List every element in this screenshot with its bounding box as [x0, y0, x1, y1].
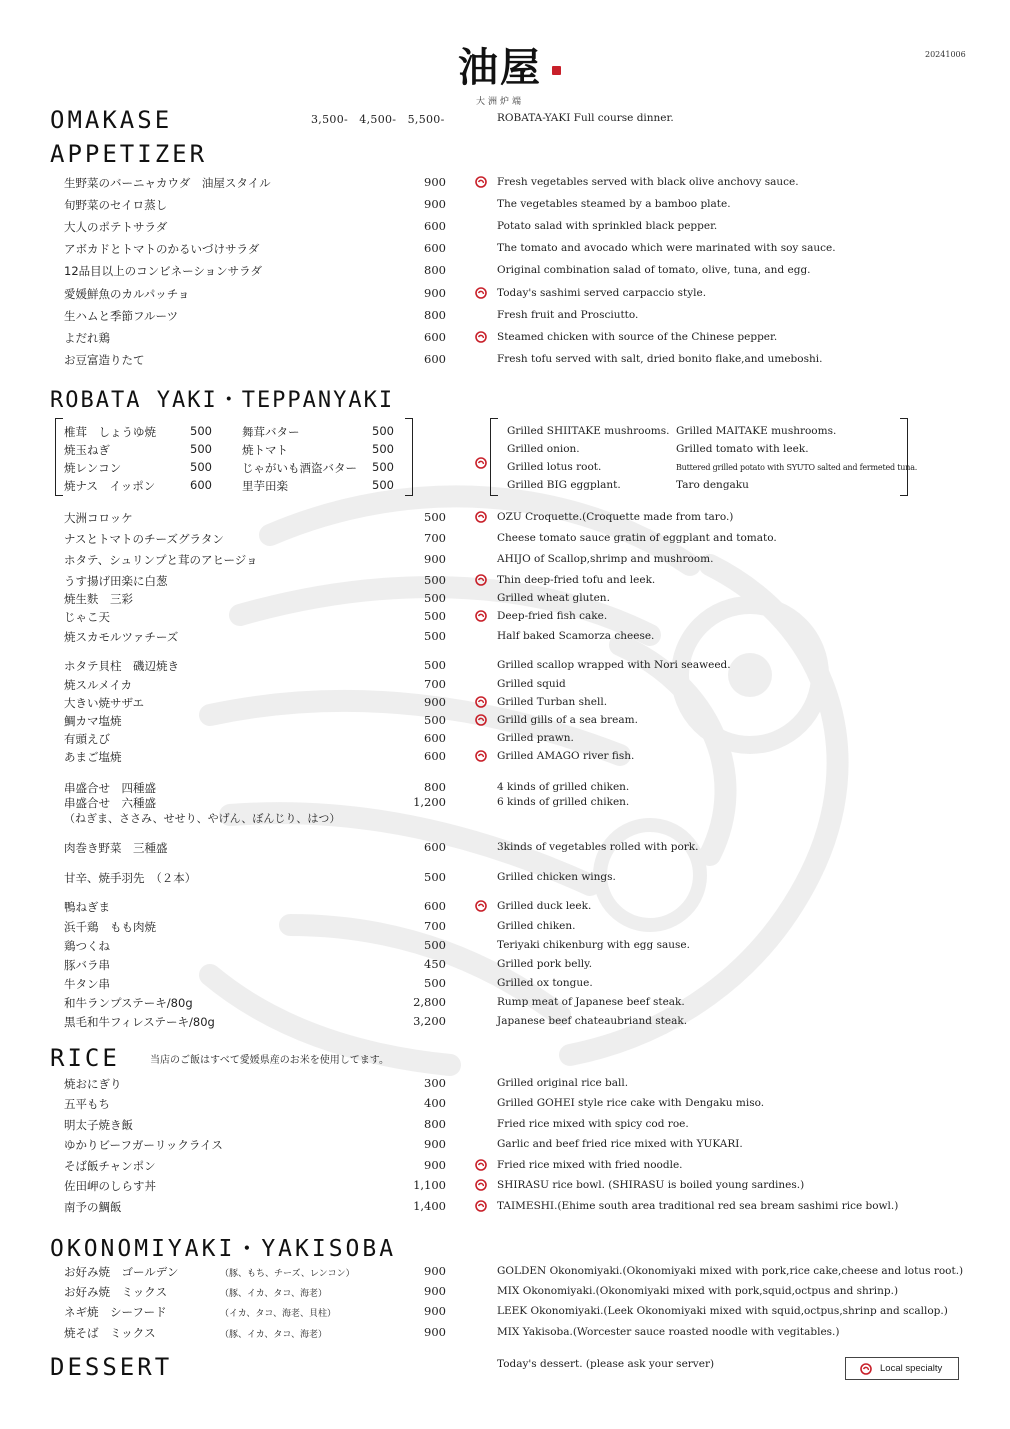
item-name-en: Grilled squid — [497, 678, 566, 690]
item-name-jp: あまご塩焼 — [64, 750, 122, 764]
item-price: 500 — [424, 510, 446, 524]
restaurant-logo — [440, 44, 560, 107]
item-name-en: Cheese tomato sauce gratin of eggplant and tomato. — [497, 532, 777, 544]
item-price: 3,200 — [413, 1014, 446, 1028]
item-price: 900 — [424, 1137, 446, 1151]
item-name-en: Thin deep-fried tofu and leek. — [497, 574, 656, 586]
item-name-en: Grilled pork belly. — [497, 958, 593, 970]
item-name-jp: 佐田岬のしらす丼 — [64, 1179, 156, 1193]
menu-item-row — [0, 976, 1010, 994]
item-price: 1,200 — [413, 795, 446, 809]
item-name-en: Original combination salad of tomato, olive, tuna, and egg. — [497, 264, 811, 276]
box-en-bracket-right — [900, 418, 908, 496]
box-item-price: 500 — [372, 424, 394, 438]
menu-item-row — [0, 1137, 1010, 1155]
local-specialty-icon — [475, 750, 487, 762]
item-name-en: Grilled GOHEI style rice cake with Dengaku miso. — [497, 1097, 765, 1109]
menu-item-row — [0, 713, 1010, 731]
menu-item-row — [0, 510, 1010, 528]
item-price: 600 — [424, 840, 446, 854]
item-name-en: Grilled wheat gluten. — [497, 592, 610, 604]
item-name-en: Grilld gills of a sea bream. — [497, 714, 638, 726]
local-specialty-icon — [475, 610, 487, 622]
item-name-jp: ナスとトマトのチーズグラタン — [64, 532, 224, 546]
item-name-en: Grilled AMAGO river fish. — [497, 750, 635, 762]
logo-subtitle: 大洲炉端 — [475, 97, 524, 107]
item-name-en: GOLDEN Okonomiyaki.(Okonomiyaki mixed with pork,rice cake,cheese and lotus root.) — [497, 1265, 964, 1277]
local-specialty-icon — [475, 714, 487, 726]
item-name-jp: うす揚げ田楽に白葱 — [64, 574, 168, 588]
item-name-en: Grilled ox tongue. — [497, 977, 593, 989]
item-name-jp: そば飯チャンポン — [64, 1159, 156, 1173]
box-item-name: 焼トマト — [242, 443, 288, 457]
item-price: 500 — [424, 938, 446, 952]
item-name-jp: 牛タン串 — [64, 977, 110, 991]
menu-item-row — [0, 308, 1010, 326]
local-specialty-icon — [475, 696, 487, 708]
menu-item-row — [0, 219, 1010, 237]
logo-text: 油屋 — [458, 44, 542, 91]
item-price: 800 — [424, 308, 446, 322]
box-item-en: Grilled MAITAKE mushrooms. — [676, 425, 837, 437]
item-name-en: Grilled prawn. — [497, 732, 574, 744]
item-name-jp: ネギ焼 シーフード — [64, 1305, 167, 1319]
item-name-jp: じゃこ天 — [64, 610, 110, 624]
item-price: 900 — [424, 1264, 446, 1278]
item-name-jp: 愛媛鮮魚のカルパッチョ — [64, 287, 190, 301]
item-name-en: 4 kinds of grilled chiken. — [497, 781, 630, 793]
item-ingredients-note: （豚、イカ、タコ、海老） — [220, 1330, 328, 1340]
item-price: 900 — [424, 286, 446, 300]
section-title-rice: RICE — [50, 1044, 120, 1072]
item-price: 500 — [424, 573, 446, 587]
item-price: 900 — [424, 552, 446, 566]
box-item-name: 椎茸 しょうゆ焼 — [64, 425, 156, 439]
menu-item-row — [0, 263, 1010, 281]
omakase-description: ROBATA-YAKI Full course dinner. — [497, 112, 674, 124]
box-item-en: Grilled SHIITAKE mushrooms. — [507, 425, 670, 437]
item-name-jp: 12品目以上のコンビネーションサラダ — [64, 264, 263, 278]
item-price: 900 — [424, 1325, 446, 1339]
item-name-en: Half baked Scamorza cheese. — [497, 630, 655, 642]
menu-item-row — [0, 241, 1010, 259]
item-ingredients-note: （豚、もち、チーズ、レンコン） — [220, 1269, 355, 1279]
item-name-jp: よだれ鶏 — [64, 331, 110, 345]
box-item-price: 500 — [372, 460, 394, 474]
menu-item-row — [0, 749, 1010, 767]
item-name-jp: 大きい焼サザエ — [64, 696, 145, 710]
local-specialty-icon — [475, 511, 487, 523]
item-name-en: Potato salad with sprinkled black pepper. — [497, 220, 718, 232]
local-specialty-icon — [475, 900, 487, 912]
item-name-en: Grilled duck leek. — [497, 900, 592, 912]
box-bracket-left — [55, 418, 63, 496]
item-name-jp: 大人のポテトサラダ — [64, 220, 168, 234]
menu-item-row — [0, 573, 1010, 591]
menu-item-row — [0, 1199, 1010, 1217]
item-name-en: OZU Croquette.(Croquette made from taro.) — [497, 511, 734, 523]
box-item-price: 500 — [190, 460, 212, 474]
item-name-en: Fresh tofu served with salt, dried bonito flake,and umeboshi. — [497, 353, 823, 365]
menu-item-row — [0, 658, 1010, 676]
item-name-jp: 旬野菜のセイロ蒸し — [64, 198, 168, 212]
item-name-jp: 明太子焼き飯 — [64, 1118, 133, 1132]
item-price: 600 — [424, 731, 446, 745]
item-name-jp: 焼スカモルツァチーズ — [64, 630, 179, 644]
item-name-jp: お豆富造りたて — [64, 353, 145, 367]
item-name-en: SHIRASU rice bowl. (SHIRASU is boiled young sardines.) — [497, 1179, 805, 1191]
local-specialty-icon — [475, 1159, 487, 1171]
item-name-jp: 浜千鶏 もも肉焼 — [64, 920, 156, 934]
item-name-en: 3kinds of vegetables rolled with pork. — [497, 841, 699, 853]
box-item-en: Grilled BIG eggplant. — [507, 479, 621, 491]
menu-item-row — [0, 330, 1010, 348]
item-price: 900 — [424, 695, 446, 709]
item-name-en: MIX Okonomiyaki.(Okonomiyaki mixed with pork,squid,octpus and shrinp.) — [497, 1285, 899, 1297]
menu-item-row — [0, 899, 1010, 917]
box-item-en: Grilled lotus root. — [507, 461, 602, 473]
menu-item-row — [0, 1014, 1010, 1032]
item-price: 900 — [424, 175, 446, 189]
menu-item-row — [0, 552, 1010, 570]
box-item-name: 焼レンコン — [64, 461, 122, 475]
box-item-price: 500 — [190, 442, 212, 456]
menu-item-row — [0, 870, 1010, 888]
date-code: 20241006 — [925, 50, 966, 59]
item-name-jp: 生ハムと季節フルーツ — [64, 309, 179, 323]
item-price: 500 — [424, 976, 446, 990]
item-name-jp: 串盛合せ 四種盛 — [64, 781, 156, 795]
item-name-en: Grilled Turban shell. — [497, 696, 608, 708]
box-item-price: 500 — [372, 478, 394, 492]
item-name-en: The tomato and avocado which were marinated with soy sauce. — [497, 242, 836, 254]
item-price: 600 — [424, 241, 446, 255]
box-bracket-right — [405, 418, 413, 496]
item-name-jp: 鯛カマ塩焼 — [64, 714, 122, 728]
box-item-name: 焼玉ねぎ — [64, 443, 110, 457]
menu-item-row — [0, 938, 1010, 956]
menu-item-row — [0, 531, 1010, 549]
box-item-name: 焼ナス イッポン — [64, 479, 156, 493]
item-price: 700 — [424, 531, 446, 545]
menu-item-row — [0, 1325, 1010, 1343]
menu-item-row — [0, 731, 1010, 749]
menu-item-row — [0, 1284, 1010, 1302]
box-item-price: 600 — [190, 478, 212, 492]
local-specialty-legend — [845, 1357, 959, 1380]
item-price: 600 — [424, 899, 446, 913]
item-name-jp: お好み焼 ゴールデン — [64, 1265, 179, 1279]
item-price: 600 — [424, 219, 446, 233]
local-specialty-icon — [475, 1200, 487, 1212]
item-name-en: Fresh vegetables served with black olive anchovy sauce. — [497, 176, 799, 188]
menu-item-row — [0, 609, 1010, 627]
item-name-en: Grilled chicken wings. — [497, 871, 616, 883]
section-title-omakase: OMAKASE — [50, 106, 173, 134]
item-name-jp: お好み焼 ミックス — [64, 1285, 168, 1299]
item-name-jp: 和牛ランプステーキ/80g — [64, 996, 193, 1010]
item-name-jp: ホタテ貝柱 磯辺焼き — [64, 659, 179, 673]
item-price: 900 — [424, 1158, 446, 1172]
item-price: 800 — [424, 1117, 446, 1131]
item-price: 700 — [424, 919, 446, 933]
item-ingredients-note: （豚、イカ、タコ、海老） — [220, 1289, 328, 1299]
box-item-price: 500 — [190, 424, 212, 438]
local-specialty-icon — [860, 1363, 872, 1375]
menu-item-row — [0, 677, 1010, 695]
item-name-en: Rump meat of Japanese beef steak. — [497, 996, 685, 1008]
box-item-name: 舞茸バター — [242, 425, 300, 439]
item-price: 800 — [424, 263, 446, 277]
item-name-en: Teriyaki chikenburg with egg sause. — [497, 939, 690, 951]
item-price: 700 — [424, 677, 446, 691]
local-specialty-icon — [475, 574, 487, 586]
item-price: 500 — [424, 870, 446, 884]
item-name-en: MIX Yakisoba.(Worcester sauce roasted noodle with vegitables.) — [497, 1326, 840, 1338]
section-title-robata: ROBATA YAKI・TEPPANYAKI — [50, 388, 395, 413]
item-price: 1,400 — [413, 1199, 446, 1213]
item-price: 450 — [424, 957, 446, 971]
item-price: 2,800 — [413, 995, 446, 1009]
box-item-name: 里芋田楽 — [242, 479, 288, 493]
box-en-bracket-left — [490, 418, 498, 496]
kushi-note: （ねぎま、ささみ、せせり、やげん、ぼんじり、はつ） — [64, 812, 341, 825]
item-name-en: AHIJO of Scallop,shrimp and mushroom. — [497, 553, 714, 565]
menu-item-row — [0, 197, 1010, 215]
item-name-jp: 五平もち — [64, 1097, 110, 1111]
legend-label: Local specialty — [880, 1363, 943, 1374]
item-price: 500 — [424, 629, 446, 643]
item-name-jp: ゆかりビーフガーリックライス — [64, 1138, 223, 1152]
logo-seal-icon — [552, 66, 561, 75]
box-item-en: Grilled onion. — [507, 443, 580, 455]
item-price: 400 — [424, 1096, 446, 1110]
item-name-en: 6 kinds of grilled chiken. — [497, 796, 630, 808]
item-name-en: Fried rice mixed with fried noodle. — [497, 1159, 683, 1171]
local-specialty-icon — [475, 176, 487, 188]
item-name-jp: 鴨ねぎま — [64, 900, 110, 914]
item-name-en: The vegetables steamed by a bamboo plate. — [497, 198, 731, 210]
menu-item-row — [0, 591, 1010, 609]
item-price: 900 — [424, 197, 446, 211]
item-name-en: TAIMESHI.(Ehime south area traditional red sea bream sashimi rice bowl.) — [497, 1200, 899, 1212]
item-name-en: Deep-fried fish cake. — [497, 610, 608, 622]
menu-item-row — [0, 1158, 1010, 1176]
item-price: 500 — [424, 609, 446, 623]
item-name-jp: 有頭えび — [64, 732, 110, 746]
menu-item-row — [0, 629, 1010, 647]
menu-item-row — [0, 919, 1010, 937]
menu-item-row — [0, 1304, 1010, 1322]
menu-item-row — [0, 695, 1010, 713]
item-name-jp: 甘辛、焼手羽先 （２本） — [64, 871, 197, 885]
item-name-jp: 肉巻き野菜 三種盛 — [64, 841, 168, 855]
item-name-en: Today's sashimi served carpaccio style. — [497, 287, 707, 299]
dessert-description: Today's dessert. (please ask your server) — [497, 1358, 715, 1370]
local-specialty-icon — [475, 1179, 487, 1191]
box-item-en: Buttered grilled potato with SYUTO salted and fermeted tuna. — [676, 463, 918, 472]
omakase-prices: 3,500- 4,500- 5,500- — [311, 113, 445, 126]
item-price: 300 — [424, 1076, 446, 1090]
item-name-jp: 南予の鯛飯 — [64, 1200, 122, 1214]
item-name-en: Garlic and beef fried rice mixed with YUKARI. — [497, 1138, 743, 1150]
menu-item-row — [0, 286, 1010, 304]
item-name-en: LEEK Okonomiyaki.(Leek Okonomiyaki mixed with squid,octpus,shrinp and scallop.) — [497, 1305, 948, 1317]
item-name-jp: アボカドとトマトのかるいづけサラダ — [64, 242, 260, 256]
item-price: 900 — [424, 1284, 446, 1298]
item-name-jp: 串盛合せ 六種盛 — [64, 796, 156, 810]
item-price: 800 — [424, 780, 446, 794]
item-name-jp: 大洲コロッケ — [64, 511, 133, 525]
item-name-jp: 焼生麩 三彩 — [64, 592, 133, 606]
item-name-jp: 生野菜のバーニャカウダ 油屋スタイル — [64, 176, 271, 190]
section-title-appetizer: APPETIZER — [50, 140, 208, 168]
local-specialty-icon — [475, 287, 487, 299]
item-price: 900 — [424, 1304, 446, 1318]
local-specialty-icon — [475, 331, 487, 343]
item-name-en: Grilled chiken. — [497, 920, 576, 932]
local-specialty-icon — [475, 454, 487, 466]
item-name-jp: 黒毛和牛フィレステーキ/80g — [64, 1015, 215, 1029]
menu-item-row — [0, 352, 1010, 370]
menu-item-row — [0, 1264, 1010, 1282]
item-name-en: Fried rice mixed with spicy cod roe. — [497, 1118, 689, 1130]
box-item-en: Grilled tomato with leek. — [676, 443, 809, 455]
item-price: 600 — [424, 352, 446, 366]
menu-item-row — [0, 1178, 1010, 1196]
menu-item-row — [0, 1117, 1010, 1135]
menu-item-row — [0, 957, 1010, 975]
section-title-okonomiyaki: OKONOMIYAKI・YAKISOBA — [50, 1236, 397, 1262]
menu-item-row — [0, 840, 1010, 858]
menu-item-row — [0, 995, 1010, 1013]
item-name-jp: ホタテ、シュリンプと茸のアヒージョ — [64, 553, 258, 567]
item-price: 1,100 — [413, 1178, 446, 1192]
box-item-price: 500 — [372, 442, 394, 456]
item-name-jp: 焼スルメイカ — [64, 678, 133, 692]
box-item-name: じゃがいも酒盗バター — [242, 461, 357, 475]
item-name-en: Steamed chicken with source of the Chinese pepper. — [497, 331, 778, 343]
item-name-en: Fresh fruit and Prosciutto. — [497, 309, 639, 321]
item-ingredients-note: （イカ、タコ、海老、貝柱） — [220, 1309, 337, 1319]
section-title-dessert: DESSERT — [50, 1353, 173, 1381]
menu-item-row — [0, 1076, 1010, 1094]
item-price: 600 — [424, 749, 446, 763]
item-name-en: Japanese beef chateaubriand steak. — [497, 1015, 688, 1027]
item-price: 500 — [424, 658, 446, 672]
item-name-jp: 豚バラ串 — [64, 958, 110, 972]
rice-note: 当店のご飯はすべて愛媛県産のお米を使用してます。 — [150, 1055, 389, 1066]
item-price: 500 — [424, 591, 446, 605]
item-price: 600 — [424, 330, 446, 344]
item-name-jp: 鶏つくね — [64, 939, 110, 953]
item-name-en: Grilled original rice ball. — [497, 1077, 629, 1089]
item-name-jp: 焼おにぎり — [64, 1077, 122, 1091]
item-name-en: Grilled scallop wrapped with Nori seaweed. — [497, 659, 731, 671]
box-item-en: Taro dengaku — [676, 479, 749, 491]
item-name-jp: 焼そば ミックス — [64, 1326, 156, 1340]
menu-item-row — [0, 175, 1010, 193]
item-price: 500 — [424, 713, 446, 727]
menu-item-row — [0, 1096, 1010, 1114]
